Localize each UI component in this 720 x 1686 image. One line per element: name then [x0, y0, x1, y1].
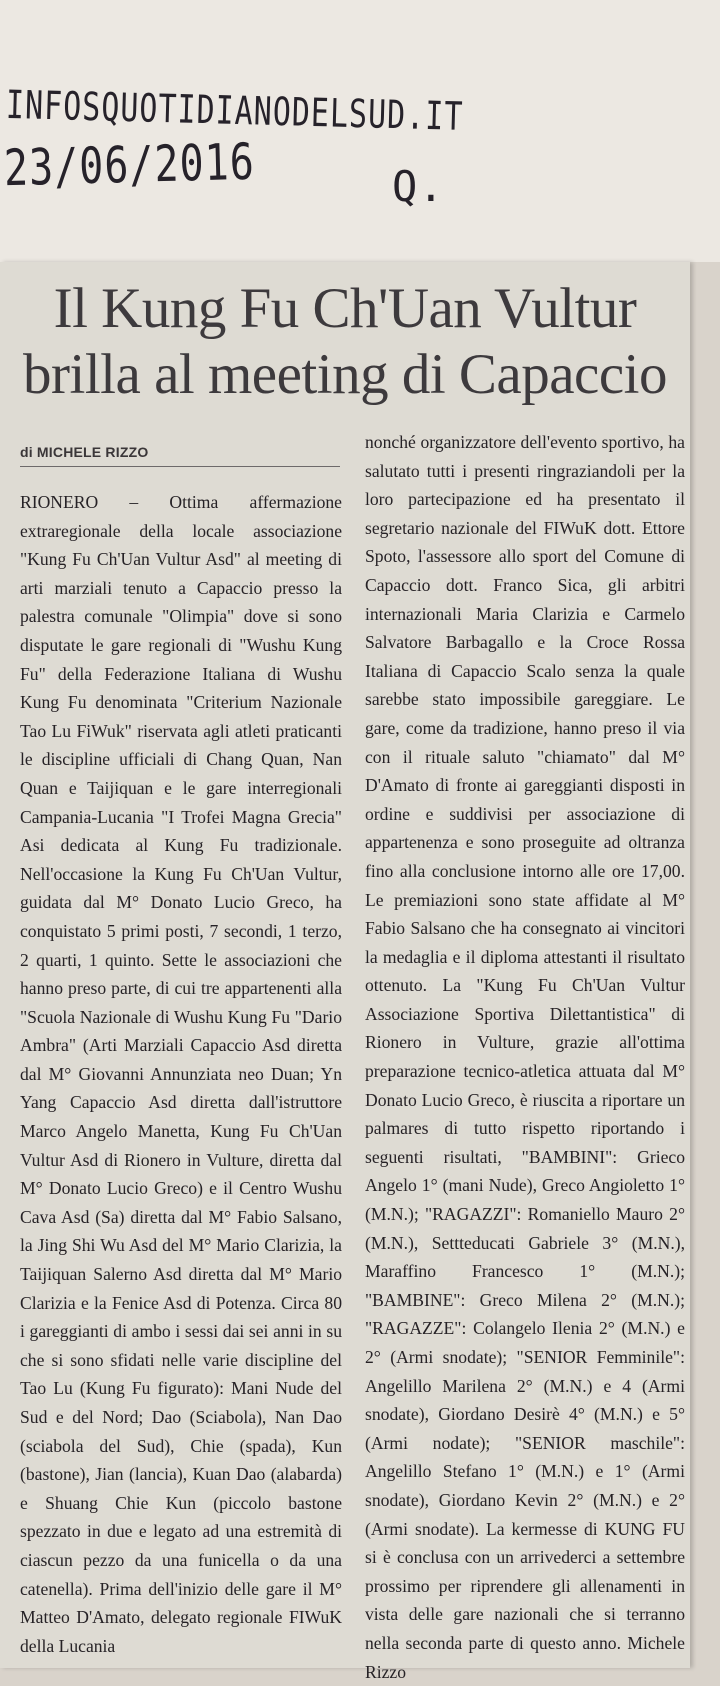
article-headline — [0, 276, 690, 408]
handwritten-note-area — [0, 0, 720, 262]
article-column-right: nonché organizzatore dell'evento sportivo, ha salutato tutti i presenti ringraziandoli per la loro partecipazione ed ha presentato il segretario nazionale del FIWuK dott. Ettore Spoto, l'assessore allo sport del Comune di Capaccio dott. Franco Sica, gli arbitri internazionali Maria Clarizia e Carmelo Salvatore Barbagallo e la Croce Rossa Italiana di Capaccio Scalo senza la quale sarebbe stato impossibile gareggiare. Le gare, come da tradizione, hanno preso il via con il rituale saluto "chiamato" dal M° D'Amato di fronte ai gareggianti disposti in ordine e suddivisi per associazione di appartenenza e sono proseguite ad oltranza fino alla conclusione intorno alle ore 17,00. Le premiazioni sono state affidate al M° Fabio Salsano che ha consegnato ai vincitori la medaglia e il diploma attestanti il risultato ottenuto. La "Kung Fu Ch'Uan Vultur Associazione Sportiva Dilettantistica" di Rionero in Vulture, grazie all'ottima preparazione tecnico-atletica attuata dal M° Donato Lucio Greco, è riuscita a riportare un palmares di tutto rispetto riportando i seguenti risultati, "BAMBINI": Grieco Angelo 1° (mani Nude), Greco Angioletto 1° (M.N.); "RAGAZZI": Romaniello Mauro 2° (M.N.), Settteducati Gabriele 3° (M.N.), Maraffino Francesco 1° (M.N.); "BAMBINE": Greco Milena 2° (M.N.); "RAGAZZE": Colangelo Ilenia 2° (M.N.) e 2° (Armi snodate); "SENIOR Femminile": Angelillo Marilena 2° (M.N.) e 4 (Armi snodate), Giordano Desirè 4° (M.N.) e 5° (Armi nodate); "SENIOR maschile": Angelillo Stefano 1° (M.N.) e 1° (Armi snodate), Giordano Kevin 2° (M.N.) e 2° (Armi snodate). La kermesse di KUNG FU si è conclusa con un arrivederci a settembre prossimo per riprendere gli allenamenti in vista delle gare nazionali che si terranno nella seconda parte di questo anno. Michele Rizzo — [365, 432, 685, 1682]
newspaper-clipping — [0, 262, 690, 1682]
article-byline: di MICHELE RIZZO — [20, 444, 149, 460]
article-column-left: RIONERO – Ottima affermazione extraregionale della locale associazione "Kung Fu Ch'Uan Vultur Asd" al meeting di arti marziali tenuto a Capaccio presso la palestra comunale "Olimpia" dove si sono disputate le gare regionali di "Wushu Kung Fu" della Federazione Italiana di Wushu Kung Fu denominata "Criterium Nazionale Tao Lu FiWuk" riservata agli atleti praticanti le discipline ufficiali di Chang Quan, Nan Quan e Taijiquan e le gare interregionali Campania-Lucania "I Trofei Magna Grecia" Asi dedicata al Kung Fu tradizionale. Nell'occasione la Kung Fu Ch'Uan Vultur, guidata dal M° Donato Lucio Greco, ha conquistato 5 primi posti, 7 secondi, 1 terzo, 2 quarti, 1 quinto. Sette le associazioni che hanno preso parte, di cui tre appartenenti alla "Scuola Nazionale di Wushu Kung Fu "Dario Ambra" (Arti Marziali Capaccio Asd diretta dal M° Giovanni Annunziata neo Duan; Yn Yang Capaccio Asd diretta dall'istruttore Marco Angelo Manetta, Kung Fu Ch'Uan Vultur Asd di Rionero in Vulture, diretta dal M° Donato Lucio Greco) e il Centro Wushu Cava Asd (Sa) diretta dal M° Fabio Salsano, la Jing Shi Wu Asd del M° Mario Clarizia, la Taijiquan Salerno Asd diretta dal M° Mario Clarizia e la Fenice Asd di Potenza. Circa 80 i gareggianti di ambo i sessi dai sei anni in su che si sono sfidati nelle varie discipline del Tao Lu (Kung Fu figurato): Mani Nude del Sud e del Nord; Dao (Sciabola), Nan Dao (sciabola del Sud), Chie (spada), Kun (bastone), Jian (lancia), Kuan Dao (alabarda) e Shuang Chie Kun (piccolo bastone spezzato in due e legato ad una estremità di ciascun pezzo da una funicella o da una catenella). Prima dell'inizio delle gare il M° Matteo D'Amato, delegato regionale FIWuK della Lucania — [20, 492, 342, 1656]
headline-line-1: Il Kung Fu Ch'Uan Vultur — [53, 277, 637, 340]
byline-divider — [20, 466, 340, 467]
handwritten-date: 23/06/2016 — [3, 133, 256, 198]
handwritten-source: INFOSQUOTIDIANODELSUD.IT — [5, 82, 464, 141]
handwritten-mark: Q. — [392, 162, 445, 211]
headline-line-2: brilla al meeting di Capaccio — [23, 343, 667, 406]
